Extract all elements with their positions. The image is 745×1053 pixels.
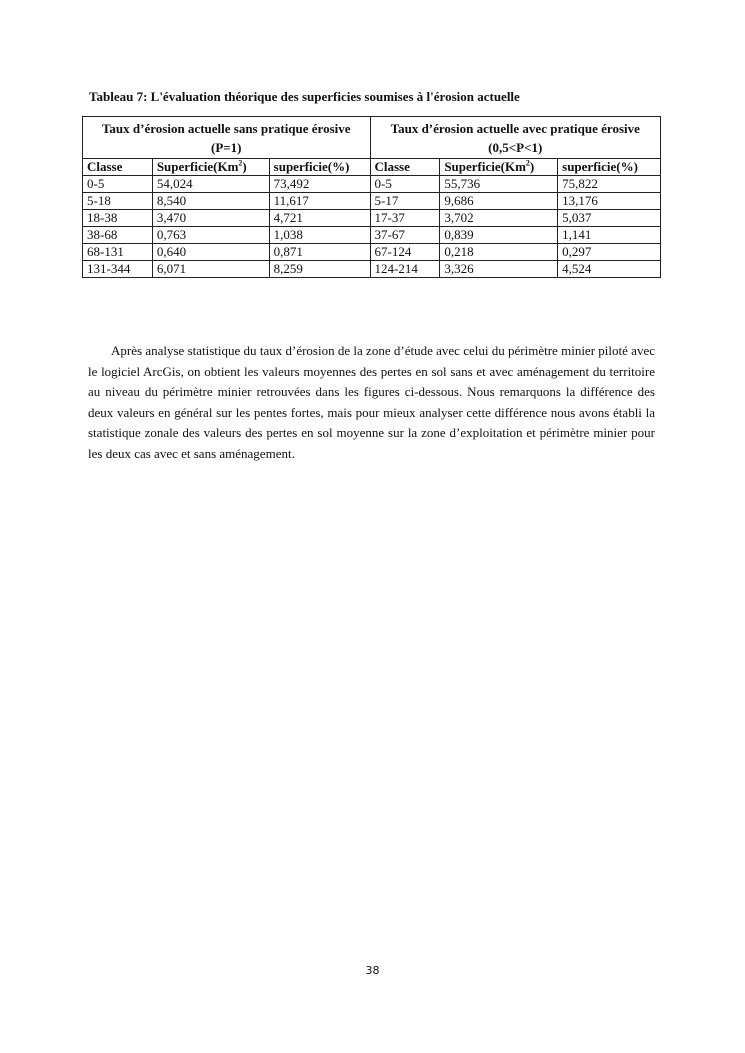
page-number: 38 (365, 964, 380, 977)
table-row (83, 244, 661, 261)
table-cell: 124-214 (370, 261, 440, 278)
col-header-superficie-percent: superficie(%) (558, 159, 661, 176)
table-group-header-row (83, 117, 661, 159)
table-cell: 1,141 (558, 227, 661, 244)
table-cell: 131-344 (83, 261, 153, 278)
table-row (83, 210, 661, 227)
table-cell: 3,470 (152, 210, 269, 227)
table-cell: 13,176 (558, 193, 661, 210)
table-cell: 0,297 (558, 244, 661, 261)
table-cell: 0,871 (269, 244, 370, 261)
table-cell: 4,524 (558, 261, 661, 278)
col-header-classe: Classe (370, 159, 440, 176)
table-column-header-row (83, 159, 661, 176)
table-cell: 54,024 (152, 176, 269, 193)
col-header-classe: Classe (83, 159, 153, 176)
table-cell: 6,071 (152, 261, 269, 278)
table-cell: 0-5 (370, 176, 440, 193)
table-cell: 0,839 (440, 227, 558, 244)
table-cell: 55,736 (440, 176, 558, 193)
table-cell: 8,540 (152, 193, 269, 210)
table-caption: Tableau 7: L'évaluation théorique des superficies soumises à l'érosion actuelle (89, 89, 520, 104)
table-cell: 0,763 (152, 227, 269, 244)
table-cell: 0,218 (440, 244, 558, 261)
table-cell: 18-38 (83, 210, 153, 227)
body-paragraph: Après analyse statistique du taux d’érosion de la zone d’étude avec celui du périmètre minier piloté avec le logiciel ArcGis, on obtient les valeurs moyennes des pertes en sol sans et avec aménagement du territoire au niveau du périmètre minier retrouvées dans les figures ci-dessous. Nous remarquons la différence des deux valeurs en général sur les pentes fortes, mais pour mieux analyser cette différence nous avons établi la statistique zonale des valeurs des pertes en sol moyenne sur la zone d’exploitation et périmètre minier pour les deux cas avec et sans aménagement. (88, 343, 655, 461)
table-cell: 4,721 (269, 210, 370, 227)
table-cell: 73,492 (269, 176, 370, 193)
table-cell: 68-131 (83, 244, 153, 261)
table-cell: 5-18 (83, 193, 153, 210)
table-cell: 1,038 (269, 227, 370, 244)
table-row (83, 193, 661, 210)
group-header-with-practice: Taux d’érosion actuelle avec pratique érosive (0,5<P<1) (370, 117, 661, 159)
table-row (83, 261, 661, 278)
table-cell: 3,326 (440, 261, 558, 278)
col-header-superficie-km2: Superficie(Km$^2$) (440, 159, 558, 176)
col-header-superficie-percent: superficie(%) (269, 159, 370, 176)
col-header-superficie-km2: Superficie(Km$^2$) (152, 159, 269, 176)
table-cell: 5-17 (370, 193, 440, 210)
table-cell: 17-37 (370, 210, 440, 227)
table-cell: 11,617 (269, 193, 370, 210)
table-cell: 0,640 (152, 244, 269, 261)
table-cell: 37-67 (370, 227, 440, 244)
table-cell: 3,702 (440, 210, 558, 227)
table-cell: 67-124 (370, 244, 440, 261)
table-cell: 0-5 (83, 176, 153, 193)
table-cell: 38-68 (83, 227, 153, 244)
table-cell: 75,822 (558, 176, 661, 193)
erosion-table (82, 116, 661, 278)
table-cell: 5,037 (558, 210, 661, 227)
table-cell: 9,686 (440, 193, 558, 210)
table-cell: 8,259 (269, 261, 370, 278)
group-header-without-practice: Taux d’érosion actuelle sans pratique érosive (P=1) (83, 117, 371, 159)
table-row (83, 176, 661, 193)
table-row (83, 227, 661, 244)
